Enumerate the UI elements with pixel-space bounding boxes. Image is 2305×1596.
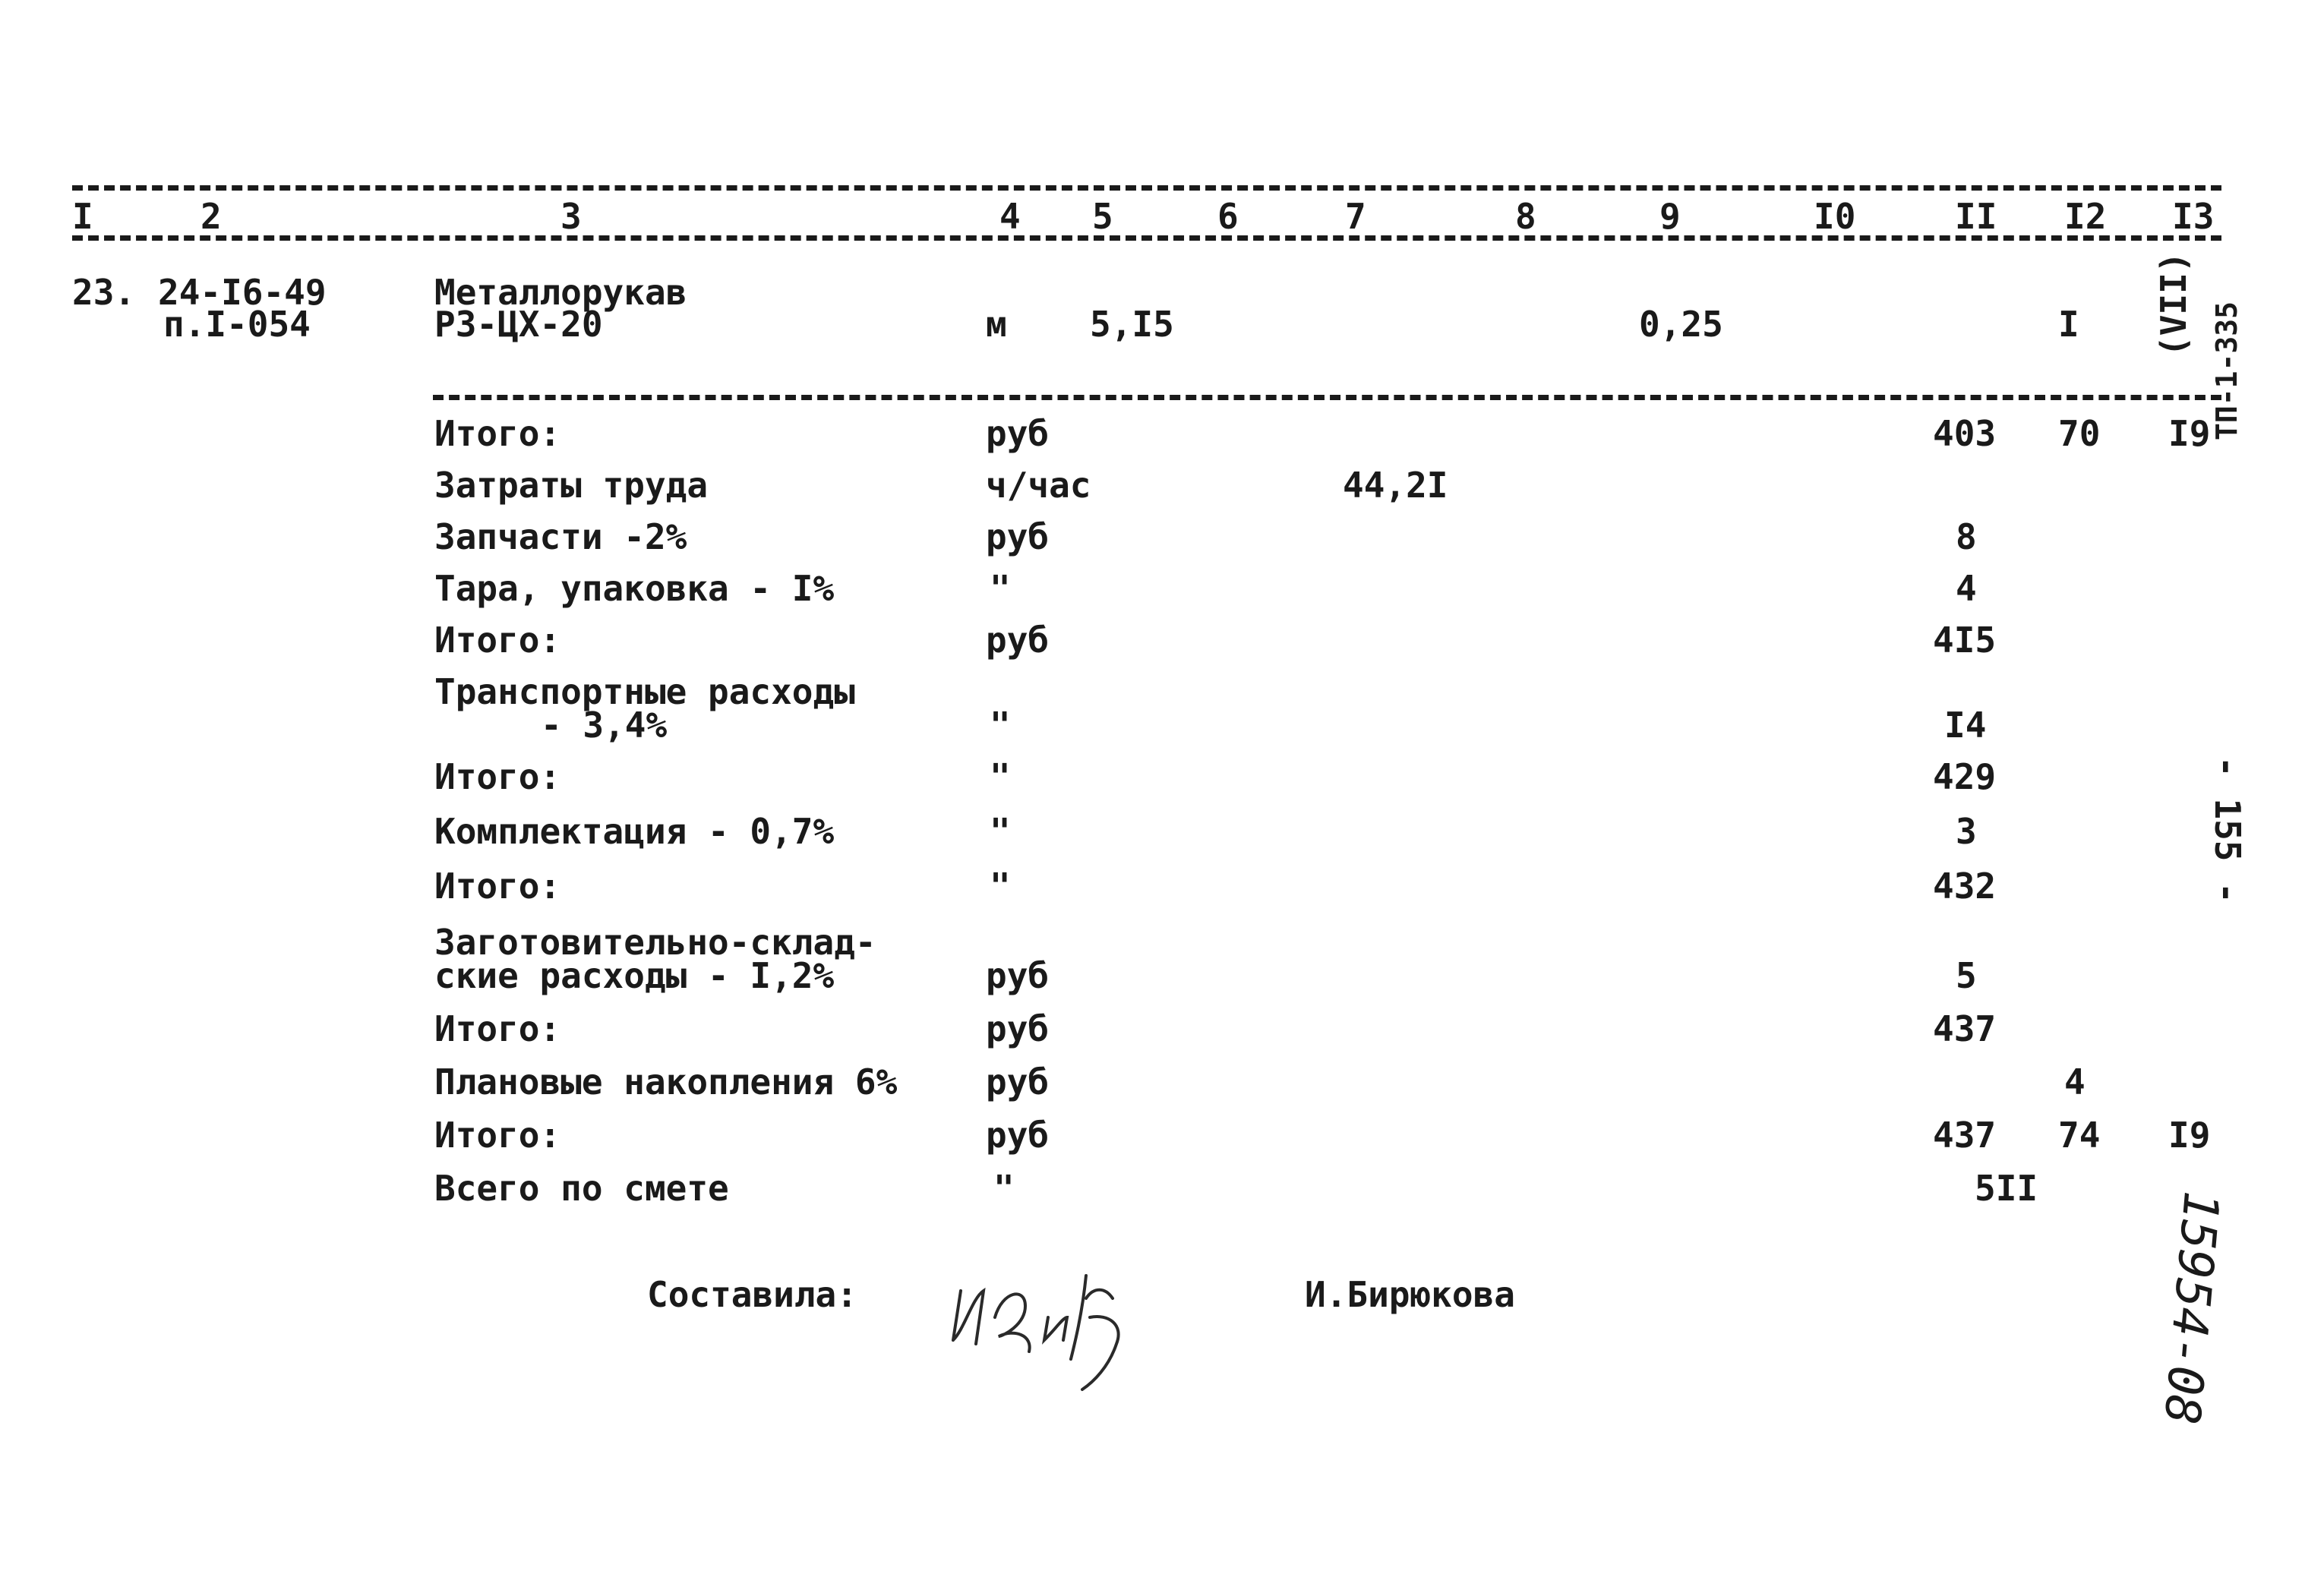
row-11-label: Итого: [434,1008,561,1049]
col-header-3: 3 [560,196,582,237]
row-14-label: Всего по смете [434,1168,729,1209]
col-header-1: I [72,196,93,237]
header-bottom-rule [72,235,2221,241]
row-13-c12: 74 [2058,1115,2101,1156]
item-name-line1: Металлорукав [434,272,687,313]
col-header-8: 8 [1515,196,1536,237]
row-1-c11: 403 [1933,413,1997,454]
row-9-c11: 432 [1933,866,1997,907]
col-header-6: 6 [1217,196,1239,237]
row-13-unit: руб [986,1115,1050,1156]
col-header-7: 7 [1345,196,1366,237]
item-code-line2: п.I-054 [163,304,311,345]
row-3-label: Запчасти -2% [434,516,687,557]
col-header-5: 5 [1092,196,1113,237]
row-1-label: Итого: [434,413,561,454]
col-header-10: I0 [1814,196,1856,237]
col-header-12: I2 [2064,196,2107,237]
row-6-label-line1: Транспортные расходы [434,671,855,712]
item-code-line1: 24-I6-49 [158,272,327,313]
row-11-c11: 437 [1933,1008,1997,1049]
row-6-c11: I4 [1944,705,1987,746]
row-4-label: Тара, упаковка - I% [434,568,835,609]
item-number: 23. [72,272,136,313]
row-13-c13: I9 [2168,1115,2211,1156]
compiled-name: И.Бирюкова [1305,1274,1515,1315]
header-top-rule [72,185,2221,191]
row-5-label: Итого: [434,620,561,661]
col-header-9: 9 [1659,196,1681,237]
row-12-unit: руб [986,1061,1050,1102]
row-14-c11: 5II [1975,1168,2038,1209]
col-header-11: II [1955,196,1997,237]
row-7-c11: 429 [1933,756,1997,797]
row-8-c11: 3 [1956,811,1977,852]
row-8-label: Комплектация - 0,7% [434,811,835,852]
row-1-c12: 70 [2058,413,2101,454]
row-9-unit: " [990,866,1011,907]
row-13-c11: 437 [1933,1115,1997,1156]
margin-top-code: TП-1-335 [2210,301,2243,440]
signature [942,1245,1185,1397]
item-name-line2: РЗ-ЦХ-20 [434,304,603,345]
compiled-label: Составила: [647,1274,857,1315]
item-col9: 0,25 [1639,304,1723,345]
margin-page-number: - 155 - [2207,756,2248,904]
row-7-label: Итого: [434,756,561,797]
row-2-label: Затраты труда [434,465,709,506]
row-13-label: Итого: [434,1115,561,1156]
item-separator-rule [433,395,2221,400]
row-2-c7: 44,2I [1343,465,1448,506]
col-header-4: 4 [999,196,1021,237]
row-8-unit: " [990,811,1011,852]
row-12-label: Плановые накопления 6% [434,1061,898,1102]
row-1-c13: I9 [2168,413,2211,454]
row-12-c12: 4 [2064,1061,2086,1102]
row-9-label: Итого: [434,866,561,907]
item-side-mark: (VII) [2153,251,2194,357]
row-5-c11: 4I5 [1933,620,1997,661]
margin-document-number: 15954-08 [2152,1188,2229,1427]
row-6-unit: " [990,705,1011,746]
row-6-label-line2: - 3,4% [541,705,668,746]
col-header-13: I3 [2172,196,2215,237]
row-3-c11: 8 [1956,516,1977,557]
row-10-label-line2: ские расходы - I,2% [434,955,835,996]
row-1-unit: руб [986,413,1050,454]
item-unit: м [986,304,1007,345]
row-2-unit: ч/час [986,465,1091,506]
item-col5: 5,I5 [1090,304,1174,345]
row-3-unit: руб [986,516,1050,557]
item-col12: I [2058,304,2079,345]
row-10-unit: руб [986,955,1050,996]
row-4-c11: 4 [1956,568,1977,609]
row-5-unit: руб [986,620,1050,661]
col-header-2: 2 [201,196,222,237]
row-10-label-line1: Заготовительно-склад- [434,922,876,963]
row-11-unit: руб [986,1008,1050,1049]
row-10-c11: 5 [1956,955,1977,996]
row-7-unit: " [990,756,1011,797]
row-14-unit: " [993,1168,1015,1209]
row-4-unit: " [990,568,1011,609]
